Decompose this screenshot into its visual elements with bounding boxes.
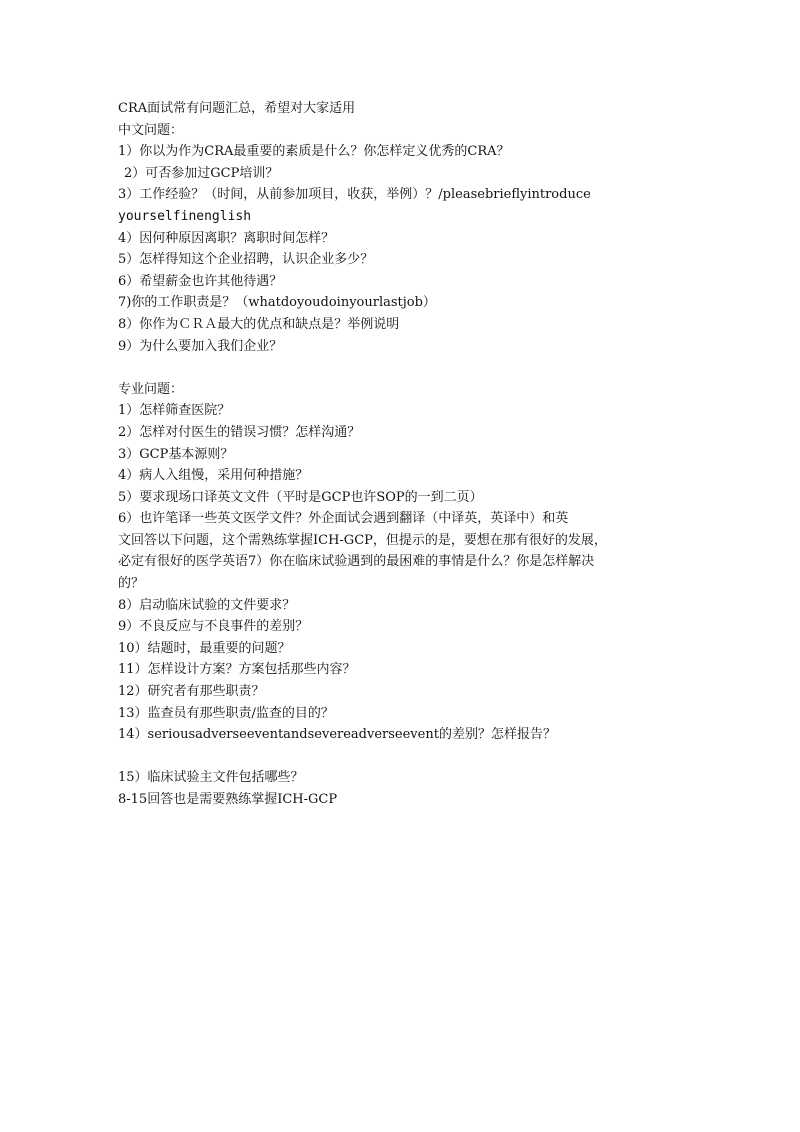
chinese-question-8: 8）你作为ＣＲＡ最大的优点和缺点是？举例说明 [118, 316, 400, 332]
professional-question-1: 1）怎样筛查医院？ [118, 403, 231, 419]
paragraph-spacer [118, 746, 678, 768]
chinese-question-1: 1）你以为作为CRA最重要的素质是什么？你怎样定义优秀的CRA？ [118, 144, 510, 160]
professional-question-6-line-3: 必定有很好的医学英语7）你在临床试验遇到的最困难的事情是什么？你是怎样解决 [118, 554, 595, 570]
professional-question-10: 10）结题时，最重要的问题？ [118, 640, 291, 656]
section-heading-chinese-questions: 中文问题： [118, 122, 184, 138]
professional-question-14: 14）seriousadverseeventandsevereadverseevent的差别？怎样报告？ [118, 727, 556, 743]
document-body [118, 98, 678, 811]
professional-question-12: 12）研究者有那些职责？ [118, 684, 265, 700]
professional-question-6-line-2: 文回答以下问题，这个需熟练掌握ICH-GCP，但提示的是，要想在那有很好的发展， [118, 532, 607, 548]
professional-question-5: 5）要求现场口译英文文件（平时是GCP也许SOP的一到二页） [118, 489, 483, 505]
professional-question-11: 11）怎样设计方案？方案包括那些内容？ [118, 662, 356, 678]
paragraph-spacer [118, 357, 678, 379]
closing-note: 8-15回答也是需要熟练掌握ICH-GCP [118, 792, 338, 807]
professional-question-13: 13）监查员有那些职责/监查的目的？ [118, 705, 334, 721]
chinese-question-9: 9）为什么要加入我们企业？ [118, 338, 283, 354]
chinese-question-3: 3）工作经验？（时间，从前参加项目，收获，举例）？/pleasebrieflyintroduce [118, 187, 591, 203]
chinese-question-4: 4）因何种原因离职？离职时间怎样？ [118, 230, 335, 246]
chinese-question-2: 2）可否参加过GCP培训？ [124, 165, 279, 181]
chinese-question-6: 6）希望薪金也许其他待遇？ [118, 273, 283, 289]
chinese-question-3-continued: yourselfinenglish [118, 208, 252, 224]
professional-question-9: 9）不良反应与不良事件的差别？ [118, 619, 309, 635]
professional-question-6: 6）也许笔译一些英文医学文件？外企面试会遇到翻译（中译英，英译中）和英 [118, 511, 569, 527]
professional-question-15: 15）临床试验主文件包括哪些？ [118, 770, 304, 786]
professional-question-2: 2）怎样对付医生的错误习惯？怎样沟通？ [118, 424, 361, 440]
professional-question-3: 3）GCP基本源则？ [118, 446, 234, 462]
professional-question-8: 8）启动临床试验的文件要求？ [118, 597, 296, 613]
section-heading-professional-questions: 专业问题： [118, 381, 184, 397]
chinese-question-7: 7)你的工作职责是？（whatdoyoudoinyourlastjob） [118, 295, 436, 311]
document-title: CRA面试常有问题汇总，希望对大家适用 [118, 101, 356, 116]
chinese-question-5: 5）怎样得知这个企业招聘，认识企业多少？ [118, 252, 374, 268]
professional-question-4: 4）病人入组慢，采用何种措施？ [118, 468, 309, 484]
professional-question-7-end: 的？ [118, 576, 145, 592]
